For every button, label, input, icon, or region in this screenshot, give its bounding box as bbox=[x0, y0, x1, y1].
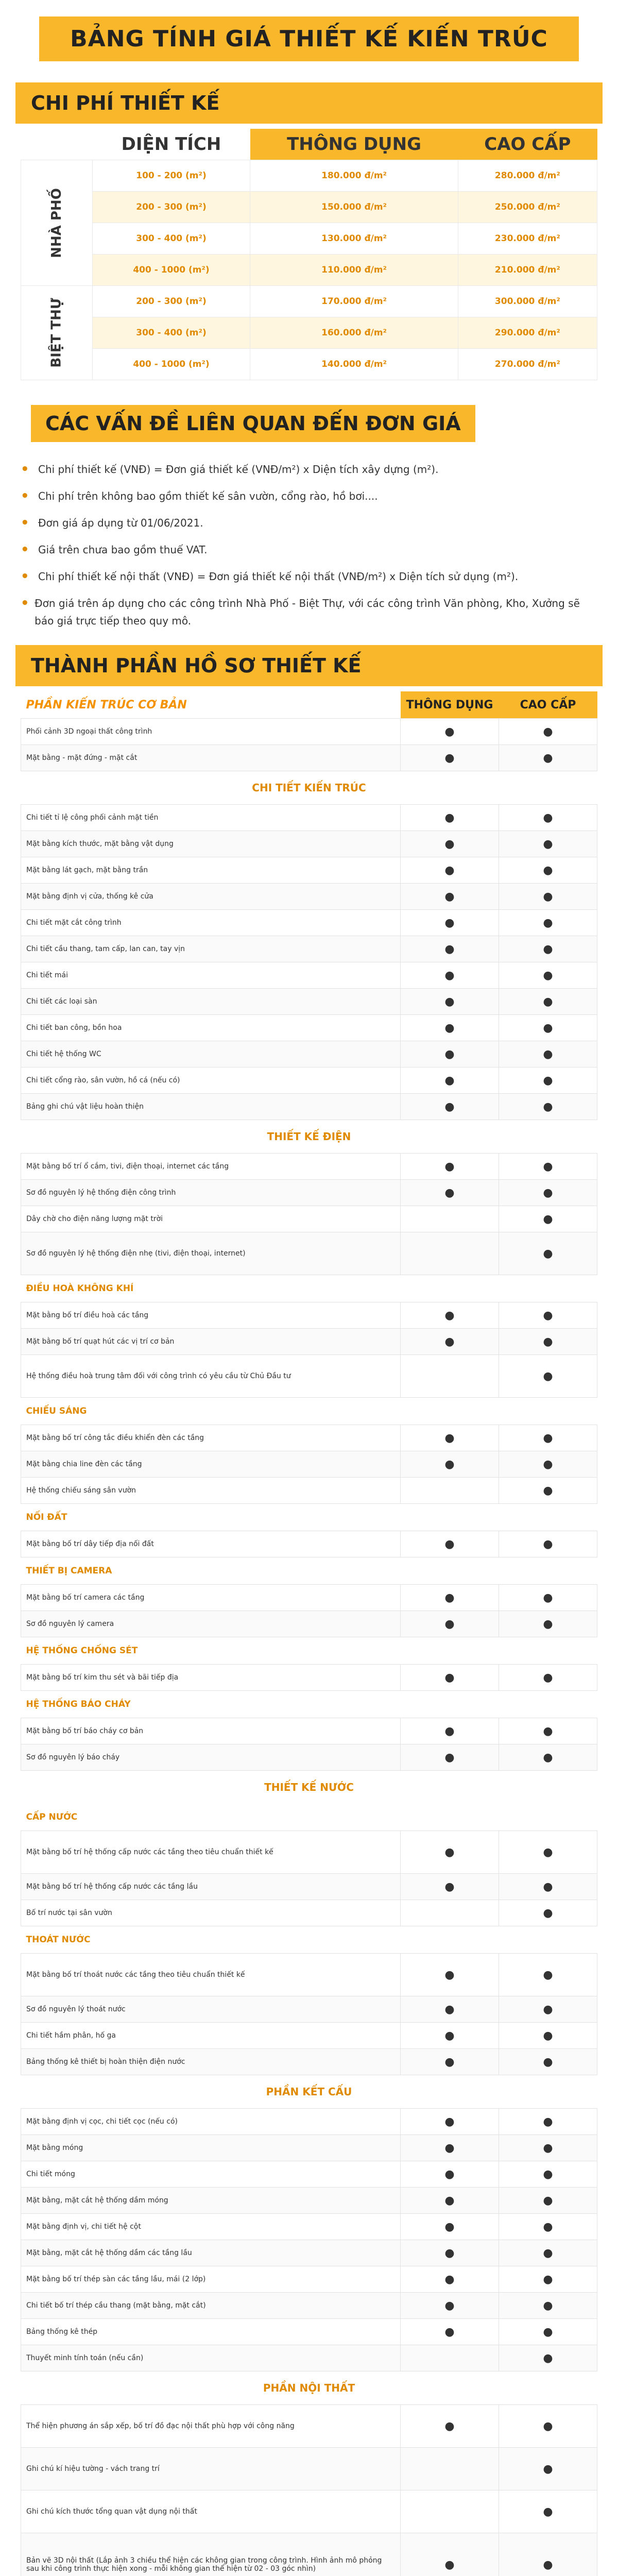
premium-included-icon: ● bbox=[499, 2135, 597, 2161]
premium-included-icon: ● bbox=[499, 1451, 597, 1478]
premium-included-icon: ● bbox=[499, 1094, 597, 1120]
spec-item-label: Chi tiết cầu thang, tam cấp, lan can, tay vịn bbox=[21, 936, 401, 962]
spec-item-label: Ghi chú kích thước tổng quan vật dụng nội thất bbox=[21, 2490, 401, 2533]
standard-included-icon: ● bbox=[401, 910, 499, 936]
price-cell-area: 200 - 300 (m²) bbox=[92, 192, 250, 223]
standard-empty-cell bbox=[401, 1232, 499, 1275]
premium-included-icon: ● bbox=[499, 1531, 597, 1557]
spec-col-standard: THÔNG DỤNG bbox=[401, 691, 499, 719]
price-cell-premium: 270.000 đ/m² bbox=[458, 349, 597, 380]
price-group-label: BIỆT THỰ bbox=[21, 286, 93, 380]
spec-row bbox=[21, 1425, 597, 1451]
spec-row bbox=[21, 1585, 597, 1611]
issue-text: Chi phí trên không bao gồm thiết kế sân vườn, cổng rào, hồ bơi.... bbox=[38, 490, 378, 502]
spec-row bbox=[21, 1067, 597, 1094]
standard-included-icon: ● bbox=[401, 2188, 499, 2214]
standard-included-icon: ● bbox=[401, 1611, 499, 1637]
bullet-icon: • bbox=[21, 515, 29, 531]
premium-included-icon: ● bbox=[499, 1302, 597, 1329]
premium-included-icon: ● bbox=[499, 2533, 597, 2576]
spec-row bbox=[21, 831, 597, 857]
price-group-label: NHÀ PHỐ bbox=[21, 160, 93, 286]
spec-row bbox=[21, 1355, 597, 1398]
spec-row bbox=[21, 1531, 597, 1557]
spec-row bbox=[21, 857, 597, 884]
standard-included-icon: ● bbox=[401, 2023, 499, 2049]
issue-item bbox=[21, 595, 597, 630]
standard-included-icon: ● bbox=[401, 962, 499, 989]
standard-included-icon: ● bbox=[401, 1996, 499, 2023]
spec-subcategory bbox=[21, 1398, 597, 1425]
spec-item-label: Sơ đồ nguyên lý hệ thống điện nhẹ (tivi, điện thoại, internet) bbox=[21, 1232, 401, 1275]
premium-included-icon: ● bbox=[499, 1996, 597, 2023]
price-cell-area: 300 - 400 (m²) bbox=[92, 317, 250, 349]
premium-included-icon: ● bbox=[499, 1744, 597, 1771]
price-cell-area: 400 - 1000 (m²) bbox=[92, 255, 250, 286]
spec-row bbox=[21, 745, 597, 771]
spec-item-label: Mặt bằng - mặt đứng - mặt cắt bbox=[21, 745, 401, 771]
price-cell-area: 300 - 400 (m²) bbox=[92, 223, 250, 255]
spec-row bbox=[21, 1015, 597, 1041]
price-row bbox=[21, 317, 597, 349]
spec-body bbox=[21, 719, 597, 2576]
standard-included-icon: ● bbox=[401, 2214, 499, 2240]
spec-category-label: THIẾT KẾ NƯỚC bbox=[21, 1771, 597, 1804]
spec-row bbox=[21, 2135, 597, 2161]
spec-row bbox=[21, 2109, 597, 2135]
spec-subcategory-label: THOÁT NƯỚC bbox=[21, 1926, 597, 1954]
price-cell-premium: 210.000 đ/m² bbox=[458, 255, 597, 286]
premium-included-icon: ● bbox=[499, 805, 597, 831]
spec-item-label: Mặt bằng định vị, chi tiết hệ cột bbox=[21, 2214, 401, 2240]
spec-item-label: Chi tiết tỉ lệ công phối cảnh mặt tiền bbox=[21, 805, 401, 831]
spec-row bbox=[21, 719, 597, 745]
spec-row bbox=[21, 989, 597, 1015]
spec-row bbox=[21, 1478, 597, 1504]
spec-item-label: Bố trí nước tại sân vườn bbox=[21, 1900, 401, 1926]
premium-included-icon: ● bbox=[499, 1954, 597, 1996]
spec-item-label: Ghi chú kí hiệu tường - vách trang trí bbox=[21, 2448, 401, 2490]
spec-row bbox=[21, 1831, 597, 1874]
spec-item-label: Mặt bằng bố trí ổ cắm, tivi, điện thoại, internet các tầng bbox=[21, 1154, 401, 1180]
issue-item bbox=[21, 461, 597, 478]
premium-included-icon: ● bbox=[499, 2490, 597, 2533]
spec-item-label: Mặt bằng chia line đèn các tầng bbox=[21, 1451, 401, 1478]
premium-included-icon: ● bbox=[499, 2345, 597, 2371]
premium-included-icon: ● bbox=[499, 884, 597, 910]
price-cell-standard: 160.000 đ/m² bbox=[250, 317, 458, 349]
standard-included-icon: ● bbox=[401, 1718, 499, 1744]
bullet-icon: • bbox=[21, 462, 29, 477]
spec-item-label: Chi tiết bố trí thép cầu thang (mặt bằng, mặt cắt) bbox=[21, 2293, 401, 2319]
standard-included-icon: ● bbox=[401, 1665, 499, 1691]
price-cell-premium: 250.000 đ/m² bbox=[458, 192, 597, 223]
issue-text: Đơn giá áp dụng từ 01/06/2021. bbox=[38, 517, 203, 529]
page-title: BẢNG TÍNH GIÁ THIẾT KẾ KIẾN TRÚC bbox=[39, 16, 579, 61]
spec-row bbox=[21, 1329, 597, 1355]
spec-row bbox=[21, 2448, 597, 2490]
standard-included-icon: ● bbox=[401, 989, 499, 1015]
spec-item-label: Hệ thống chiếu sáng sân vườn bbox=[21, 1478, 401, 1504]
premium-included-icon: ● bbox=[499, 1478, 597, 1504]
standard-included-icon: ● bbox=[401, 1744, 499, 1771]
standard-included-icon: ● bbox=[401, 1451, 499, 1478]
premium-included-icon: ● bbox=[499, 1611, 597, 1637]
spec-row bbox=[21, 1451, 597, 1478]
premium-included-icon: ● bbox=[499, 1874, 597, 1900]
spec-row bbox=[21, 1094, 597, 1120]
spec-item-label: Mặt bằng bố trí camera các tầng bbox=[21, 1585, 401, 1611]
spec-subcategory-label: NỐI ĐẤT bbox=[21, 1504, 597, 1531]
spec-item-label: Chi tiết mái bbox=[21, 962, 401, 989]
premium-included-icon: ● bbox=[499, 1015, 597, 1041]
spec-row bbox=[21, 2049, 597, 2075]
price-col-premium: CAO CẤP bbox=[458, 129, 597, 160]
premium-included-icon: ● bbox=[499, 2240, 597, 2266]
standard-included-icon: ● bbox=[401, 2533, 499, 2576]
spec-item-label: Chi tiết ban công, bồn hoa bbox=[21, 1015, 401, 1041]
premium-included-icon: ● bbox=[499, 1718, 597, 1744]
premium-included-icon: ● bbox=[499, 1329, 597, 1355]
price-cell-standard: 180.000 đ/m² bbox=[250, 160, 458, 192]
premium-included-icon: ● bbox=[499, 2214, 597, 2240]
price-cell-standard: 150.000 đ/m² bbox=[250, 192, 458, 223]
standard-empty-cell bbox=[401, 2448, 499, 2490]
premium-included-icon: ● bbox=[499, 1831, 597, 1874]
spec-category bbox=[21, 2075, 597, 2109]
standard-included-icon: ● bbox=[401, 1067, 499, 1094]
spec-item-label: Mặt bằng bố trí dây tiếp địa nối đất bbox=[21, 1531, 401, 1557]
spec-subcategory bbox=[21, 1504, 597, 1531]
spec-subcategory-label: HỆ THỐNG BÁO CHÁY bbox=[21, 1691, 597, 1718]
standard-included-icon: ● bbox=[401, 2240, 499, 2266]
spec-item-label: Chi tiết các loại sàn bbox=[21, 989, 401, 1015]
standard-included-icon: ● bbox=[401, 1180, 499, 1206]
issue-text: Đơn giá trên áp dụng cho các công trình Nhà Phố - Biệt Thự, với các công trình Văn phòng, Kho, Xưởng sẽ báo giá trực tiếp theo quy mô. bbox=[35, 597, 580, 627]
spec-row bbox=[21, 1874, 597, 1900]
spec-row bbox=[21, 884, 597, 910]
standard-included-icon: ● bbox=[401, 1831, 499, 1874]
premium-included-icon: ● bbox=[499, 1900, 597, 1926]
premium-included-icon: ● bbox=[499, 1232, 597, 1275]
issue-item bbox=[21, 514, 597, 532]
price-row bbox=[21, 160, 597, 192]
issue-text: Chi phí thiết kế (VNĐ) = Đơn giá thiết kế (VNĐ/m²) x Diện tích xây dựng (m²). bbox=[38, 463, 439, 476]
standard-included-icon: ● bbox=[401, 1302, 499, 1329]
price-cell-standard: 170.000 đ/m² bbox=[250, 286, 458, 317]
standard-empty-cell bbox=[401, 2490, 499, 2533]
spec-row bbox=[21, 1954, 597, 1996]
premium-included-icon: ● bbox=[499, 1206, 597, 1232]
spec-row bbox=[21, 2266, 597, 2293]
spec-row bbox=[21, 2214, 597, 2240]
spec-row bbox=[21, 936, 597, 962]
spec-category bbox=[21, 1120, 597, 1154]
spec-item-label: Hệ thống điều hoà trung tâm đối với công trình có yêu cầu từ Chủ Đầu tư bbox=[21, 1355, 401, 1398]
standard-empty-cell bbox=[401, 1355, 499, 1398]
spec-table bbox=[21, 691, 597, 2576]
issue-text: Chi phí thiết kế nội thất (VNĐ) = Đơn giá thiết kế nội thất (VNĐ/m²) x Diện tích sử dụng (m²). bbox=[38, 570, 519, 583]
standard-included-icon: ● bbox=[401, 1531, 499, 1557]
standard-included-icon: ● bbox=[401, 1954, 499, 1996]
premium-included-icon: ● bbox=[499, 2161, 597, 2188]
standard-included-icon: ● bbox=[401, 1585, 499, 1611]
spec-item-label: Mặt bằng bố trí thoát nước các tầng theo tiêu chuẩn thiết kế bbox=[21, 1954, 401, 1996]
spec-item-label: Chi tiết hệ thống WC bbox=[21, 1041, 401, 1067]
spec-category bbox=[21, 1771, 597, 1804]
price-row bbox=[21, 286, 597, 317]
price-row bbox=[21, 349, 597, 380]
spec-category-label: THIẾT KẾ ĐIỆN bbox=[21, 1120, 597, 1154]
price-cell-area: 400 - 1000 (m²) bbox=[92, 349, 250, 380]
standard-empty-cell bbox=[401, 1206, 499, 1232]
spec-subcategory bbox=[21, 1275, 597, 1302]
premium-included-icon: ● bbox=[499, 1585, 597, 1611]
cost-section-heading: CHI PHÍ THIẾT KẾ bbox=[15, 82, 603, 124]
standard-included-icon: ● bbox=[401, 1329, 499, 1355]
price-row bbox=[21, 223, 597, 255]
spec-item-label: Mặt bằng bố trí điều hoà các tầng bbox=[21, 1302, 401, 1329]
standard-included-icon: ● bbox=[401, 1094, 499, 1120]
spec-row bbox=[21, 2405, 597, 2448]
price-cell-standard: 110.000 đ/m² bbox=[250, 255, 458, 286]
standard-included-icon: ● bbox=[401, 831, 499, 857]
spec-row bbox=[21, 910, 597, 936]
spec-row bbox=[21, 2319, 597, 2345]
spec-item-label: Bảng ghi chú vật liệu hoàn thiện bbox=[21, 1094, 401, 1120]
price-cell-premium: 300.000 đ/m² bbox=[458, 286, 597, 317]
standard-included-icon: ● bbox=[401, 1015, 499, 1041]
price-row bbox=[21, 255, 597, 286]
standard-included-icon: ● bbox=[401, 857, 499, 884]
spec-row bbox=[21, 2161, 597, 2188]
premium-included-icon: ● bbox=[499, 1154, 597, 1180]
spec-category-label: CHI TIẾT KIẾN TRÚC bbox=[21, 771, 597, 805]
standard-included-icon: ● bbox=[401, 1425, 499, 1451]
premium-included-icon: ● bbox=[499, 2448, 597, 2490]
standard-included-icon: ● bbox=[401, 2135, 499, 2161]
spec-item-label: Bảng thống kê thiết bị hoàn thiện điện nước bbox=[21, 2049, 401, 2075]
spec-subcategory bbox=[21, 1804, 597, 1831]
spec-category bbox=[21, 2371, 597, 2405]
spec-item-label: Mặt bằng bố trí quạt hút các vị trí cơ bản bbox=[21, 1329, 401, 1355]
spec-row bbox=[21, 1206, 597, 1232]
standard-included-icon: ● bbox=[401, 1041, 499, 1067]
spec-item-label: Mặt bằng bố trí kim thu sét và bãi tiếp địa bbox=[21, 1665, 401, 1691]
issues-section-header bbox=[15, 396, 603, 451]
spec-subcategory bbox=[21, 1691, 597, 1718]
spec-row bbox=[21, 1718, 597, 1744]
premium-included-icon: ● bbox=[499, 1067, 597, 1094]
spec-col-premium: CAO CẤP bbox=[499, 691, 597, 719]
spec-col-item: PHẦN KIẾN TRÚC CƠ BẢN bbox=[26, 698, 187, 711]
spec-subcategory-label: CHIẾU SÁNG bbox=[21, 1398, 597, 1425]
standard-included-icon: ● bbox=[401, 2319, 499, 2345]
spec-item-label: Mặt bằng bố trí hệ thống cấp nước các tầng theo tiêu chuẩn thiết kế bbox=[21, 1831, 401, 1874]
premium-included-icon: ● bbox=[499, 2293, 597, 2319]
spec-row bbox=[21, 1611, 597, 1637]
premium-included-icon: ● bbox=[499, 2405, 597, 2448]
standard-included-icon: ● bbox=[401, 2161, 499, 2188]
spec-item-label: Sơ đồ nguyên lý thoát nước bbox=[21, 1996, 401, 2023]
spec-subcategory bbox=[21, 1926, 597, 1954]
spec-subcategory-label: HỆ THỐNG CHỐNG SÉT bbox=[21, 1637, 597, 1665]
premium-included-icon: ● bbox=[499, 1425, 597, 1451]
bullet-icon: • bbox=[21, 542, 29, 557]
premium-included-icon: ● bbox=[499, 2023, 597, 2049]
price-cell-area: 200 - 300 (m²) bbox=[92, 286, 250, 317]
spec-item-label: Sơ đồ nguyên lý camera bbox=[21, 1611, 401, 1637]
price-cell-premium: 290.000 đ/m² bbox=[458, 317, 597, 349]
spec-item-label: Chi tiết hầm phân, hố ga bbox=[21, 2023, 401, 2049]
bullet-icon: • bbox=[21, 596, 29, 611]
spec-row bbox=[21, 1744, 597, 1771]
standard-included-icon: ● bbox=[401, 2266, 499, 2293]
spec-item-label: Phối cảnh 3D ngoại thất công trình bbox=[21, 719, 401, 745]
docs-section-heading: THÀNH PHẦN HỒ SƠ THIẾT KẾ bbox=[15, 645, 603, 686]
price-body bbox=[21, 160, 597, 380]
issues-list bbox=[21, 461, 597, 630]
spec-row bbox=[21, 2240, 597, 2266]
premium-included-icon: ● bbox=[499, 2188, 597, 2214]
spec-category bbox=[21, 771, 597, 805]
standard-included-icon: ● bbox=[401, 884, 499, 910]
spec-item-label: Mặt bằng lát gạch, mặt bằng trần bbox=[21, 857, 401, 884]
issue-item bbox=[21, 568, 597, 585]
spec-row bbox=[21, 2188, 597, 2214]
spec-item-label: Mặt bằng định vị cửa, thống kê cửa bbox=[21, 884, 401, 910]
premium-included-icon: ● bbox=[499, 989, 597, 1015]
spec-item-label: Mặt bằng móng bbox=[21, 2135, 401, 2161]
spec-row bbox=[21, 1041, 597, 1067]
spec-row bbox=[21, 1302, 597, 1329]
spec-subcategory-label: ĐIỀU HOÀ KHÔNG KHÍ bbox=[21, 1275, 597, 1302]
spec-item-label: Chi tiết cổng rào, sân vườn, hồ cá (nếu có) bbox=[21, 1067, 401, 1094]
spec-row bbox=[21, 805, 597, 831]
premium-included-icon: ● bbox=[499, 1041, 597, 1067]
premium-included-icon: ● bbox=[499, 962, 597, 989]
premium-included-icon: ● bbox=[499, 1355, 597, 1398]
standard-included-icon: ● bbox=[401, 745, 499, 771]
standard-included-icon: ● bbox=[401, 2293, 499, 2319]
spec-item-label: Sơ đồ nguyên lý báo cháy bbox=[21, 1744, 401, 1771]
standard-included-icon: ● bbox=[401, 2049, 499, 2075]
spec-row bbox=[21, 2293, 597, 2319]
spec-item-label: Sơ đồ nguyên lý hệ thống điện công trình bbox=[21, 1180, 401, 1206]
price-table bbox=[21, 129, 597, 380]
spec-item-label: Dây chờ cho điện năng lượng mặt trời bbox=[21, 1206, 401, 1232]
spec-item-label: Mặt bằng bố trí công tắc điều khiển đèn các tầng bbox=[21, 1425, 401, 1451]
spec-row bbox=[21, 962, 597, 989]
spec-row bbox=[21, 1996, 597, 2023]
price-cell-area: 100 - 200 (m²) bbox=[92, 160, 250, 192]
premium-included-icon: ● bbox=[499, 857, 597, 884]
issue-item bbox=[21, 487, 597, 505]
spec-item-label: Thể hiện phương án sắp xếp, bố trí đồ đạc nội thất phù hợp với công năng bbox=[21, 2405, 401, 2448]
premium-included-icon: ● bbox=[499, 1665, 597, 1691]
premium-included-icon: ● bbox=[499, 719, 597, 745]
spec-item-label: Chi tiết mặt cắt công trình bbox=[21, 910, 401, 936]
spec-row bbox=[21, 2490, 597, 2533]
premium-included-icon: ● bbox=[499, 2049, 597, 2075]
spec-category-label: PHẦN KẾT CẤU bbox=[21, 2075, 597, 2109]
spec-row bbox=[21, 1232, 597, 1275]
premium-included-icon: ● bbox=[499, 936, 597, 962]
standard-included-icon: ● bbox=[401, 936, 499, 962]
standard-empty-cell bbox=[401, 1478, 499, 1504]
spec-item-label: Bảng thống kê thép bbox=[21, 2319, 401, 2345]
standard-empty-cell bbox=[401, 1900, 499, 1926]
spec-row bbox=[21, 2533, 597, 2576]
standard-included-icon: ● bbox=[401, 805, 499, 831]
spec-item-label: Mặt bằng bố trí báo cháy cơ bản bbox=[21, 1718, 401, 1744]
standard-included-icon: ● bbox=[401, 2109, 499, 2135]
price-cell-premium: 230.000 đ/m² bbox=[458, 223, 597, 255]
issue-text: Giá trên chưa bao gồm thuế VAT. bbox=[38, 544, 208, 556]
standard-empty-cell bbox=[401, 2345, 499, 2371]
price-cell-standard: 130.000 đ/m² bbox=[250, 223, 458, 255]
premium-included-icon: ● bbox=[499, 2266, 597, 2293]
standard-included-icon: ● bbox=[401, 2405, 499, 2448]
spec-item-label: Mặt bằng, mặt cắt hệ thống dầm móng bbox=[21, 2188, 401, 2214]
premium-included-icon: ● bbox=[499, 910, 597, 936]
spec-row bbox=[21, 2345, 597, 2371]
premium-included-icon: ● bbox=[499, 831, 597, 857]
premium-included-icon: ● bbox=[499, 1180, 597, 1206]
price-row bbox=[21, 192, 597, 223]
standard-included-icon: ● bbox=[401, 1874, 499, 1900]
premium-included-icon: ● bbox=[499, 2319, 597, 2345]
spec-item-label: Thuyết minh tính toán (nếu cần) bbox=[21, 2345, 401, 2371]
spec-category-label: PHẦN NỘI THẤT bbox=[21, 2371, 597, 2405]
issues-section-heading: CÁC VẤN ĐỀ LIÊN QUAN ĐẾN ĐƠN GIÁ bbox=[31, 405, 475, 442]
premium-included-icon: ● bbox=[499, 2109, 597, 2135]
issue-item bbox=[21, 541, 597, 558]
standard-included-icon: ● bbox=[401, 719, 499, 745]
price-cell-standard: 140.000 đ/m² bbox=[250, 349, 458, 380]
spec-item-label: Bản vẽ 3D nội thất (Lắp ảnh 3 chiều thể hiện các không gian trong công trình. Hình ảnh mô phỏng sau khi công trình thực hiện xong - mỗi không gian thể hiện từ 02 - 03 góc nhìn) bbox=[21, 2533, 401, 2576]
spec-row bbox=[21, 1665, 597, 1691]
price-col-standard: THÔNG DỤNG bbox=[250, 129, 458, 160]
spec-item-label: Mặt bằng bố trí hệ thống cấp nước các tầng lầu bbox=[21, 1874, 401, 1900]
bullet-icon: • bbox=[21, 488, 29, 504]
bullet-icon: • bbox=[21, 569, 29, 584]
spec-subcategory-label: THIẾT BỊ CAMERA bbox=[21, 1557, 597, 1585]
title-band bbox=[0, 0, 618, 77]
standard-included-icon: ● bbox=[401, 1154, 499, 1180]
spec-item-label: Mặt bằng, mặt cắt hệ thống dầm các tầng lầu bbox=[21, 2240, 401, 2266]
spec-row bbox=[21, 1180, 597, 1206]
spec-item-label: Mặt bằng bố trí thép sàn các tầng lầu, mái (2 lớp) bbox=[21, 2266, 401, 2293]
spec-row bbox=[21, 2023, 597, 2049]
price-cell-premium: 280.000 đ/m² bbox=[458, 160, 597, 192]
spec-row bbox=[21, 1900, 597, 1926]
price-col-area: DIỆN TÍCH bbox=[121, 134, 221, 155]
spec-subcategory-label: CẤP NƯỚC bbox=[21, 1804, 597, 1831]
spec-subcategory bbox=[21, 1557, 597, 1585]
spec-row bbox=[21, 1154, 597, 1180]
spec-subcategory bbox=[21, 1637, 597, 1665]
premium-included-icon: ● bbox=[499, 745, 597, 771]
spec-item-label: Mặt bằng định vị cọc, chi tiết cọc (nếu có) bbox=[21, 2109, 401, 2135]
spec-item-label: Mặt bằng kích thước, mặt bằng vật dụng bbox=[21, 831, 401, 857]
spec-item-label: Chi tiết móng bbox=[21, 2161, 401, 2188]
